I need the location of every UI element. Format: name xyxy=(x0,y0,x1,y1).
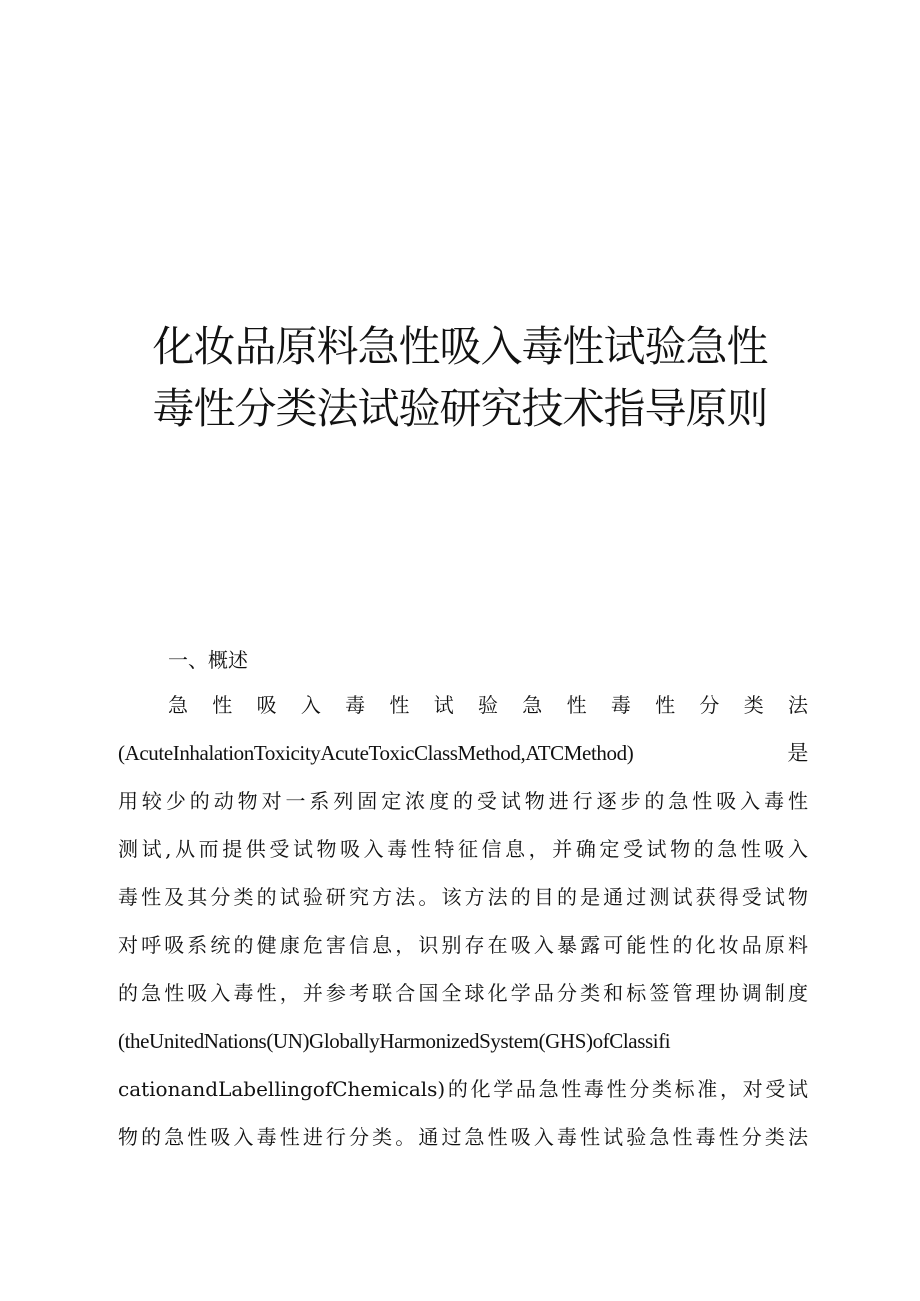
paragraph-line: 用较少的动物对一系列固定浓度的受试物进行逐步的急性吸入毒性 xyxy=(118,789,808,813)
paragraph-line: 对呼吸系统的健康危害信息，识别存在吸入暴露可能性的化妆品原料 xyxy=(118,933,808,957)
paragraph-line: 物的急性吸入毒性进行分类。通过急性吸入毒性试验急性毒性分类法 xyxy=(118,1125,808,1149)
paragraph-line: (theUnitedNations(UN)GloballyHarmonizedSystem(GHS)ofClassifi xyxy=(118,1029,671,1053)
section-heading: 一、概述 xyxy=(168,648,248,672)
title-line-1: 化妆品原料急性吸入毒性试验急性 xyxy=(152,322,768,371)
paragraph xyxy=(118,688,808,1168)
document-title xyxy=(120,316,800,440)
paragraph-line: 急性吸入毒性试验急性毒性分类法 xyxy=(168,693,808,717)
paragraph-line: 的急性吸入毒性，并参考联合国全球化学品分类和标签管理协调制度 xyxy=(118,981,808,1005)
paragraph-line: (AcuteInhalationToxicityAcuteToxicClassMethod,ATCMethod) 是 xyxy=(118,741,808,765)
title-line-2: 毒性分类法试验研究技术指导原则 xyxy=(152,384,768,433)
paragraph-line: 测试,从而提供受试物吸入毒性特征信息，并确定受试物的急性吸入 xyxy=(118,837,808,861)
paragraph-line: cationandLabellingofChemicals)的化学品急性毒性分类标准，对受试 xyxy=(118,1077,808,1101)
paragraph-line: 毒性及其分类的试验研究方法。该方法的目的是通过测试获得受试物 xyxy=(118,885,808,909)
